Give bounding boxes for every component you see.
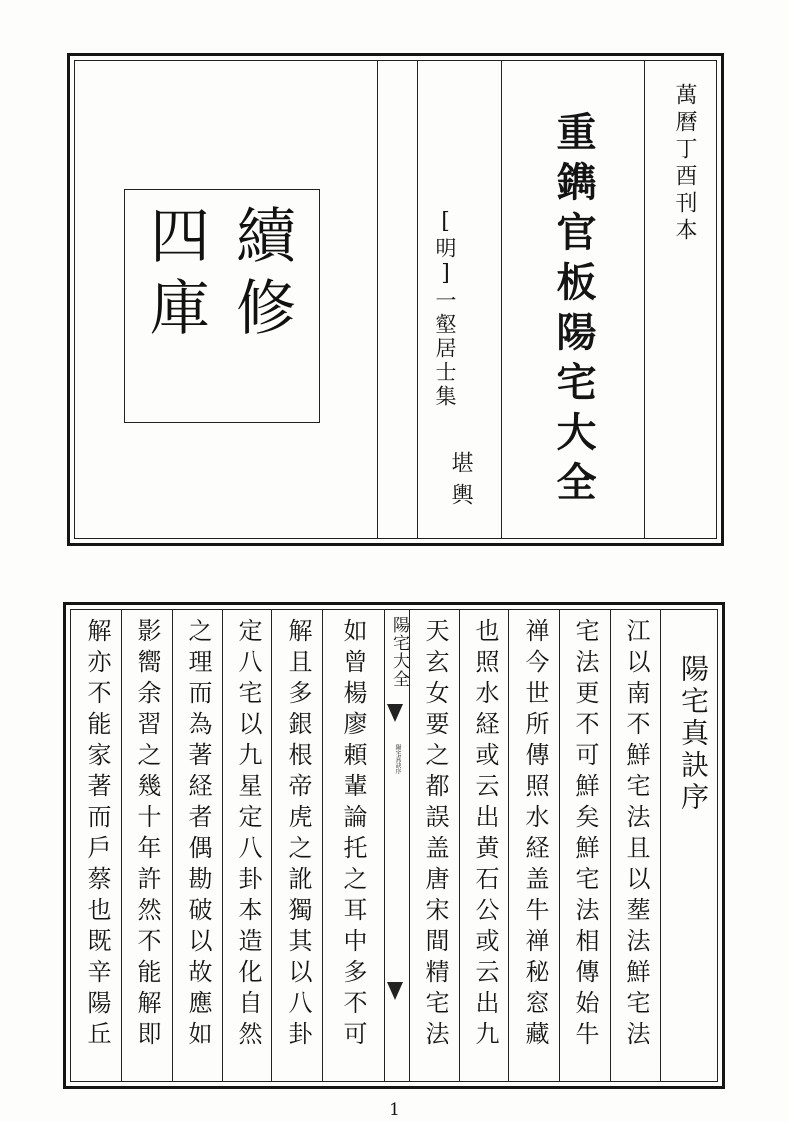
seal-stamp [124, 189, 320, 423]
text-column-1: 江以南不鮮宅法且以塟法鮮宅法 [622, 618, 650, 1052]
text-column-11: 解亦不能家著而戶蔡也既辛陽丘 [83, 618, 111, 1052]
dynasty-bracket-open: [ [433, 209, 458, 237]
rule-11 [610, 610, 611, 1081]
rule-4 [271, 610, 272, 1081]
text-column-2: 宅法更不可鮮矣鮮宅法相傳始牛 [571, 618, 599, 1052]
text-column-5: 天玄女要之都誤盖唐宋間精宅法 [421, 618, 449, 1052]
heading: 陽宅真訣序 [677, 654, 710, 814]
dynasty-bracket-close: ] [433, 261, 458, 289]
rule-2 [172, 610, 173, 1081]
title-divider-3 [501, 61, 502, 538]
text-column-6: 如曾楊廖頼輩論托之耳中多不可 [339, 618, 367, 1052]
text-column-8: 定八宅以九星定八卦本造化自然 [234, 618, 262, 1052]
category-label: 堪輿 [448, 451, 473, 515]
edition-note: 萬曆丁酉刊本 [672, 83, 697, 245]
rule-3 [222, 610, 223, 1081]
text-column-10: 影嚮余習之幾十年許然不能解即 [133, 618, 161, 1052]
author-column [430, 209, 460, 409]
rule-10 [559, 610, 560, 1081]
dynasty: 明 [433, 237, 457, 261]
text-column-9: 之理而為著経者偶勘破以故應如 [184, 618, 212, 1052]
book-title: 重鐫官板陽宅大全 [550, 111, 597, 511]
page-number: 1 [389, 1100, 400, 1120]
rule-9 [508, 610, 509, 1081]
fishtail-mark-bottom [387, 982, 403, 1000]
text-page-frame [63, 602, 725, 1089]
center-small-label: 陽宅真訣序 [394, 744, 401, 774]
author: 一壑居士集 [433, 289, 457, 409]
title-page-frame [67, 53, 724, 546]
title-page-inner-border [74, 60, 717, 539]
rule-12 [660, 610, 661, 1081]
title-divider-1 [377, 61, 378, 538]
fishtail-mark-top [387, 704, 403, 722]
rule-1 [121, 610, 122, 1081]
text-column-4: 也照水経或云出黄石公或云出九 [471, 618, 499, 1052]
text-column-3: 禅今世所傳照水経盖牛禅秘窓藏 [521, 618, 549, 1052]
center-label: 陽宅大全 [389, 616, 409, 688]
title-divider-2 [417, 61, 418, 538]
seal-line-1: 續修 [226, 204, 296, 348]
seal-line-2: 四庫 [140, 204, 210, 348]
rule-5 [322, 610, 323, 1081]
text-page-inner-border [70, 609, 718, 1082]
center-fold-strip [384, 610, 409, 1083]
title-divider-4 [644, 61, 645, 538]
text-column-7: 解且多銀根帝虎之訛獨其以八卦 [284, 618, 312, 1052]
rule-8 [459, 610, 460, 1081]
